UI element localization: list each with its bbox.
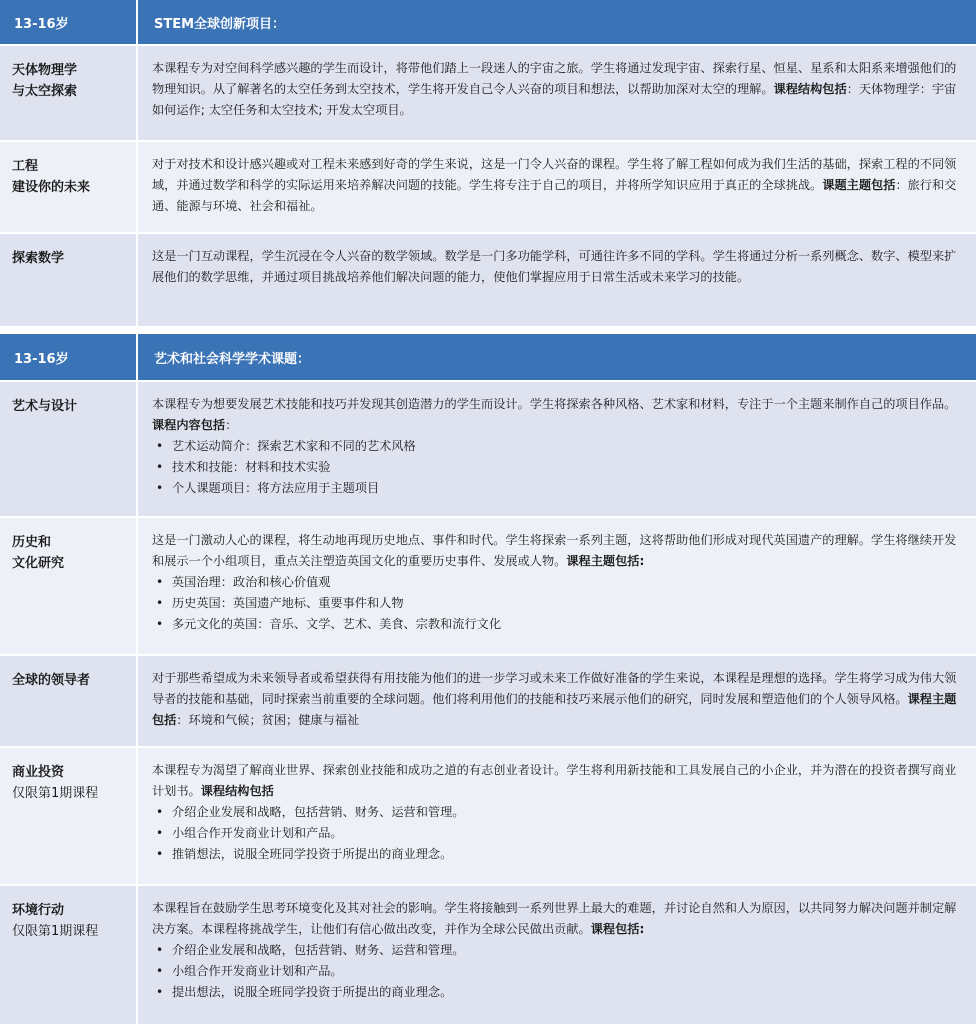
bullet-item: • 小组合作开发商业计划和产品。 — [152, 961, 964, 982]
bullet-item: • 技术和技能：材料和技术实验 — [152, 457, 964, 478]
section-header-stem — [0, 0, 976, 44]
section-age-label: 13-16岁 — [0, 0, 138, 44]
section-header-arts — [0, 334, 976, 380]
course-description — [138, 886, 976, 1024]
description-bold-label: 课程包括: — [590, 922, 645, 936]
description-bold-label: 课程结构包括 — [773, 82, 847, 96]
bullet-item: • 介绍企业发展和战略，包括营销、财务、运营和管理。 — [152, 940, 964, 961]
course-row-history — [0, 518, 976, 654]
course-row-environment — [0, 886, 976, 1024]
course-row-global-leaders — [0, 656, 976, 746]
bullet-item: • 介绍企业发展和战略，包括营销、财务、运营和管理。 — [152, 802, 964, 823]
course-title-cell — [0, 142, 138, 232]
course-title-cell — [0, 748, 138, 884]
course-title: 环境行动 — [12, 903, 65, 918]
course-title-line2: 与太空探索 — [12, 84, 78, 99]
bullet-list — [152, 940, 964, 1003]
bullet-item: • 艺术运动简介：探索艺术家和不同的艺术风格 — [152, 436, 964, 457]
description-text: 本课程专为渴望了解商业世界、探索创业技能和成功之道的有志创业者设计。学生将利用新技能和工具发展自己的小企业，并为潜在的投资者撰写商业计划书。 — [152, 763, 957, 798]
course-description — [138, 518, 976, 654]
description-tail: ： — [225, 418, 238, 432]
course-title: 探索数学 — [12, 251, 65, 266]
course-description — [138, 656, 976, 746]
course-title-cell — [0, 886, 138, 1024]
section-heading: 艺术和社会科学学术课题： — [154, 351, 311, 367]
course-title: 历史和 — [12, 535, 52, 550]
course-row-business — [0, 748, 976, 884]
course-title: 工程 — [12, 159, 39, 174]
bullet-item: • 多元文化的英国：音乐、文学、艺术、美食、宗教和流行文化 — [152, 614, 964, 635]
course-description — [138, 234, 976, 326]
description-text: 对于对技术和设计感兴趣或对工程未来感到好奇的学生来说，这是一门令人兴奋的课程。学生将了解工程如何成为我们生活的基础，探索工程的不同领域，并通过数学和科学的实际运用来培养解决问题的技能。学生将专注于自己的项目，并将所学知识应用于真正的全球挑战。 — [152, 157, 957, 192]
bullet-item: • 小组合作开发商业计划和产品。 — [152, 823, 964, 844]
course-row-engineering — [0, 142, 976, 232]
description-text: 这是一门互动课程，学生沉浸在令人兴奋的数学领域。数学是一门多功能学科，可通往许多不同的学科。学生将通过分析一系列概念、数字、模型来扩展他们的数学思维，并通过项目挑战培养他们解决问题的能力，使他们掌握应用于日常生活或未来学习的技能。 — [152, 249, 957, 284]
bullet-item: • 个人课题项目：将方法应用于主题项目 — [152, 478, 964, 499]
course-title: 商业投资 — [12, 765, 65, 780]
description-text: 本课程旨在鼓励学生思考环境变化及其对社会的影响。学生将接触到一系列世界上最大的难题，并讨论自然和人为原因，以共同努力解决问题并制定解决方案。本课程将挑战学生，让他们有信心做出改变，并作为全球公民做出贡献。 — [152, 901, 957, 936]
course-description — [138, 748, 976, 884]
course-description — [138, 46, 976, 140]
course-description — [138, 382, 976, 516]
bullet-list — [152, 436, 964, 499]
course-title-cell — [0, 234, 138, 326]
description-bold-label: 课程结构包括 — [200, 784, 274, 798]
course-title-cell — [0, 382, 138, 516]
description-text: 本课程专为对空间科学感兴趣的学生而设计，将带他们踏上一段迷人的宇宙之旅。学生将通过发现宇宙、探索行星、恒星、星系和太阳系来增强他们的物理知识。从了解著名的太空任务到太空技术，学生将开发自己令人兴奋的项目和想法，以帮助加深对太空的理解。 — [152, 61, 957, 96]
bullet-item: • 英国治理：政治和核心价值观 — [152, 572, 964, 593]
course-row-astrophysics — [0, 46, 976, 140]
description-bold-label: 课程主题包括 — [152, 692, 957, 727]
course-title-line2: 建设你的未来 — [12, 180, 91, 195]
bullet-item: • 推销想法，说服全班同学投资于所提出的商业理念。 — [152, 844, 964, 865]
course-title-cell — [0, 46, 138, 140]
bullet-item: • 提出想法，说服全班同学投资于所提出的商业理念。 — [152, 982, 964, 1003]
course-title: 艺术与设计 — [12, 399, 78, 414]
section-heading: STEM全球创新项目： — [154, 16, 286, 32]
course-note: 仅限第1期课程 — [12, 924, 99, 939]
section-age-label: 13-16岁 — [0, 334, 138, 380]
course-title-line2: 文化研究 — [12, 556, 65, 571]
course-row-math — [0, 234, 976, 326]
description-text: 这是一门激动人心的课程，将生动地再现历史地点、事件和时代。学生将探索一系列主题，这将帮助他们形成对现代英国遗产的理解。学生将继续开发和展示一个小组项目，重点关注塑造英国文化的重要历史事件、发展或人物。 — [152, 533, 957, 568]
description-bold-label: 课程主题包括: — [566, 554, 645, 568]
description-text: 对于那些希望成为未来领导者或希望获得有用技能为他们的进一步学习或未来工作做好准备的学生来说，本课程是理想的选择。学生将学习成为伟大领导者的技能和基础，同时探索当前重要的全球问题。他们将利用他们的技能和技巧来展示他们的研究，同时发展和塑造他们的个人领导风格。 — [152, 671, 957, 706]
bullet-list — [152, 572, 964, 635]
course-note: 仅限第1期课程 — [12, 786, 99, 801]
description-bold-label: 课程内容包括 — [152, 418, 226, 432]
description-bold-label: 课题主题包括 — [822, 178, 896, 192]
course-description — [138, 142, 976, 232]
course-title-cell — [0, 518, 138, 654]
description-tail: ：环境和气候；贫困；健康与福祉 — [176, 713, 360, 727]
course-title: 全球的领导者 — [12, 673, 91, 688]
course-row-art-design — [0, 382, 976, 516]
description-text: 本课程专为想要发展艺术技能和技巧并发现其创造潜力的学生而设计。学生将探索各种风格、艺术家和材料，专注于一个主题来制作自己的项目作品。 — [152, 397, 957, 411]
bullet-list — [152, 802, 964, 865]
course-title: 天体物理学 — [12, 63, 78, 78]
description-tail: ：天体物理学：宇宙如何运作; 太空任务和太空技术; 开发太空项目。 — [152, 82, 957, 117]
description-tail: ：旅行和交通、能源与环境、社会和福祉。 — [152, 178, 957, 213]
bullet-item: • 历史英国：英国遗产地标、重要事件和人物 — [152, 593, 964, 614]
course-title-cell — [0, 656, 138, 746]
